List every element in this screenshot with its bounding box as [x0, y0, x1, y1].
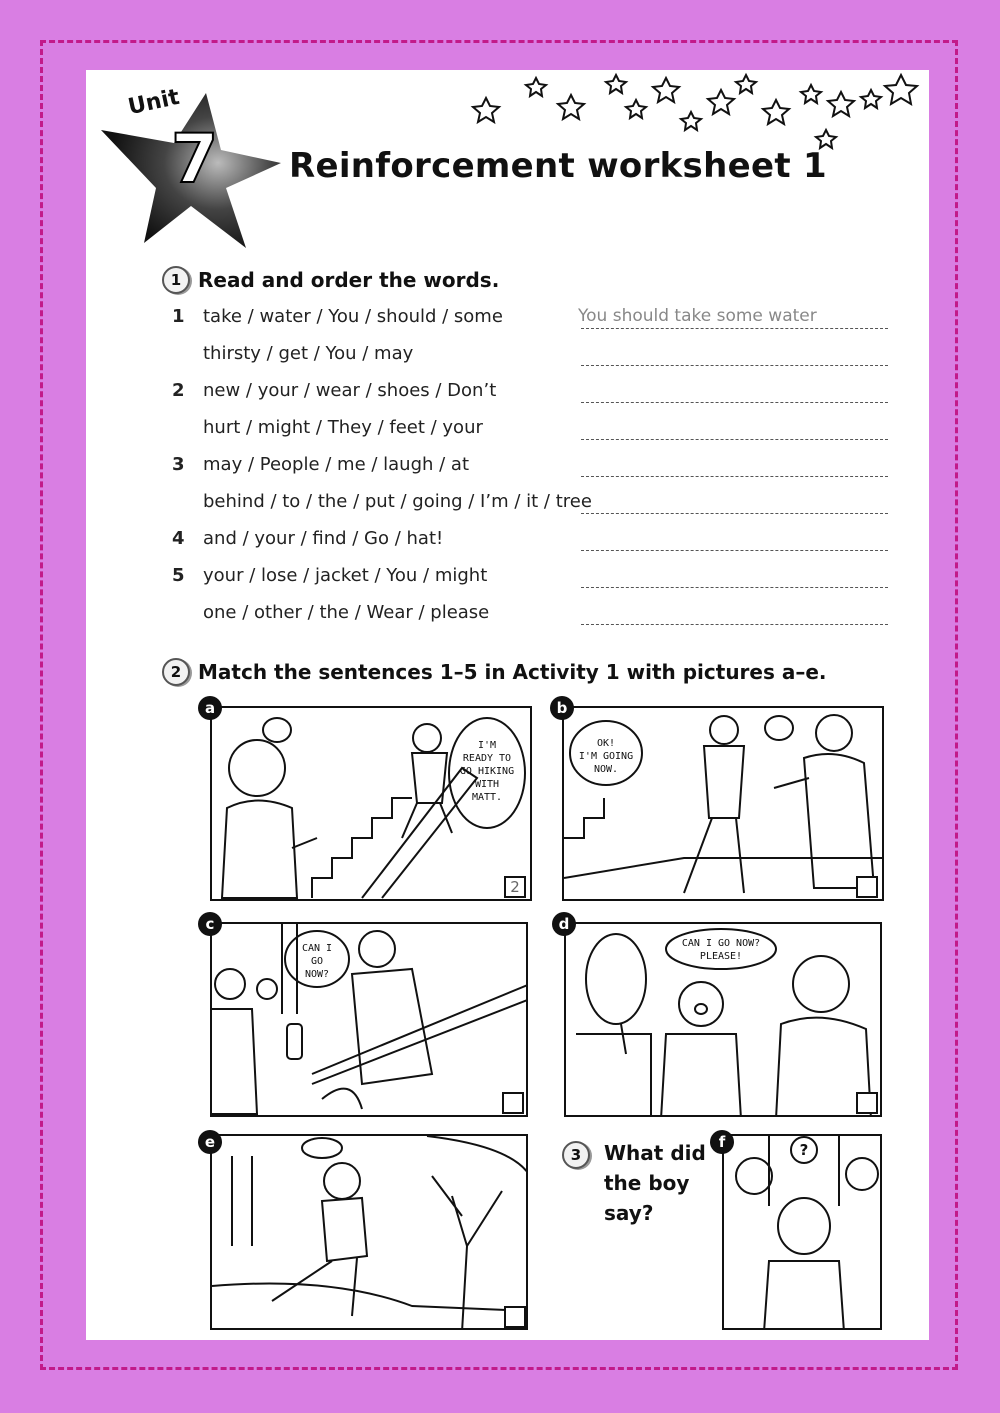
order-row [86, 524, 929, 554]
decorative-stars-icon [466, 70, 926, 160]
row-words: thirsty / get / You / may [203, 343, 414, 364]
row-number: 2 [172, 380, 185, 401]
answer-line [581, 513, 888, 514]
answer-line [581, 402, 888, 403]
activity-2-title: Match the sentences 1–5 in Activity 1 with pictures a–e. [198, 660, 827, 684]
row-number: 3 [172, 454, 185, 475]
row-number: 1 [172, 306, 185, 327]
answer-line [581, 476, 888, 477]
activity-1-number: 1 [162, 266, 190, 294]
order-row [86, 561, 929, 591]
bubble-line: CAN I GO NOW? [681, 938, 761, 949]
bubble-line: MATT. [471, 792, 503, 803]
activity-1-heading [162, 266, 499, 294]
row-words: your / lose / jacket / You / might [203, 565, 488, 586]
park-scene-icon [212, 1136, 528, 1330]
unit-label: Unit [125, 84, 182, 121]
order-row [86, 450, 929, 480]
picture-panel-f [722, 1134, 882, 1330]
picture-panel-c [210, 922, 528, 1117]
row-words: hurt / might / They / feet / your [203, 417, 483, 438]
panel-label-f: f [710, 1130, 734, 1154]
answer-line [581, 439, 888, 440]
embarrassed-boy-scene-icon [724, 1136, 882, 1330]
panel-label-b: b [550, 696, 574, 720]
panel-label-a: a [198, 696, 222, 720]
bubble-line: CAN I [301, 943, 333, 954]
row-words: new / your / wear / shoes / Don’t [203, 380, 497, 401]
answer-field[interactable]: You should take some water [578, 306, 817, 326]
row-words: one / other / the / Wear / please [203, 602, 490, 623]
panel-label-c: c [198, 912, 222, 936]
order-row [86, 413, 929, 443]
activity-1-title: Read and order the words. [198, 268, 500, 292]
answer-box-b[interactable] [856, 876, 878, 898]
row-number: 4 [172, 528, 185, 549]
bubble-line: I'M [477, 740, 497, 751]
bubble-line: NOW? [304, 969, 330, 980]
panel-label-d: d [552, 912, 576, 936]
page-title: Reinforcement worksheet 1 [289, 146, 827, 186]
answer-line [581, 587, 888, 588]
row-words: may / People / me / laugh / at [203, 454, 470, 475]
order-row [86, 302, 929, 332]
activity-3-number: 3 [562, 1141, 590, 1169]
row-number: 5 [172, 565, 185, 586]
row-words: behind / to / the / put / going / I’m / it / tree [203, 491, 592, 512]
answer-box-c[interactable] [502, 1092, 524, 1114]
answer-line [581, 328, 888, 329]
picture-panel-b [562, 706, 884, 901]
leaving-scene-icon [564, 708, 884, 901]
order-row [86, 487, 929, 517]
bubble-line: GO [310, 956, 324, 967]
answer-box-e[interactable] [504, 1306, 526, 1328]
activity-2-heading [162, 658, 827, 686]
question-bubble: ? [799, 1141, 809, 1159]
answer-box-a[interactable]: 2 [504, 876, 526, 898]
bubble-line: WITH [474, 779, 500, 790]
bubble-line: NOW. [593, 764, 619, 775]
answer-line [581, 365, 888, 366]
row-words: take / water / You / should / some [203, 306, 503, 327]
picture-panel-a [210, 706, 532, 901]
panel-label-e: e [198, 1130, 222, 1154]
unit-number: 7 [171, 120, 219, 199]
order-row [86, 598, 929, 628]
order-row [86, 339, 929, 369]
row-words: and / your / find / Go / hat! [203, 528, 444, 549]
bubble-line: OK! [596, 738, 616, 749]
parents-scene-icon [566, 924, 882, 1117]
picture-panel-d [564, 922, 882, 1117]
worksheet-page [86, 70, 929, 1340]
activity-3-question: What did the boy say? [604, 1141, 706, 1225]
answer-line [581, 550, 888, 551]
order-row [86, 376, 929, 406]
activity-2-number: 2 [162, 658, 190, 686]
answer-line [581, 624, 888, 625]
bubble-line: PLEASE! [699, 951, 743, 962]
water-bottle-scene-icon [212, 924, 528, 1117]
stairs-scene-icon [212, 708, 532, 901]
bubble-line: I'M GOING [578, 751, 634, 762]
answer-box-d[interactable] [856, 1092, 878, 1114]
bubble-line: GO HIKING [459, 766, 515, 777]
bubble-line: READY TO [462, 753, 512, 764]
picture-panel-e [210, 1134, 528, 1330]
